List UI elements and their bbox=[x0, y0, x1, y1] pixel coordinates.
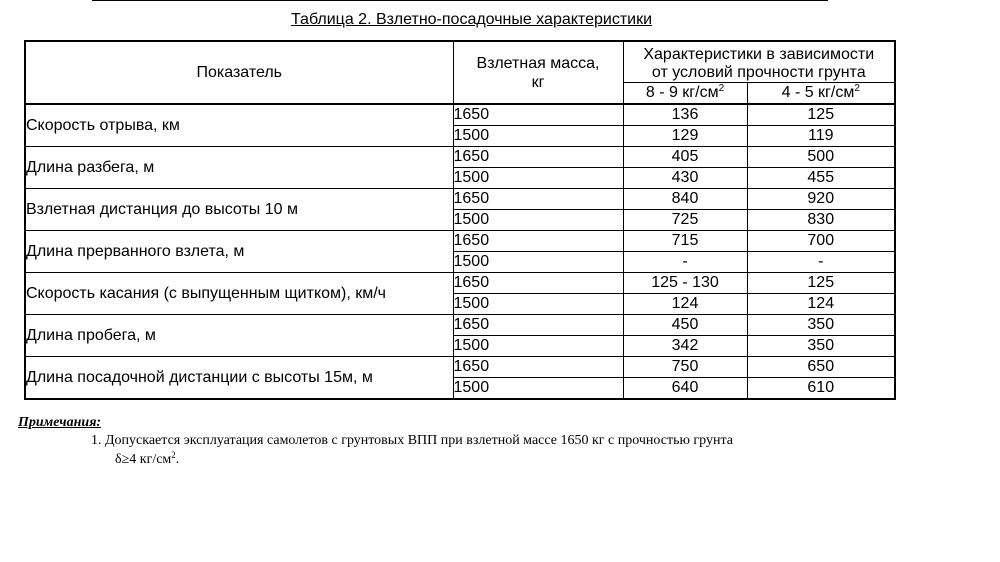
note-line-2-end: . bbox=[175, 452, 180, 467]
header-col1-sup: 2 bbox=[718, 83, 725, 94]
value-cell: 350 bbox=[747, 315, 895, 336]
row-param: Длина прерванного взлета, м bbox=[25, 231, 453, 273]
value-cell: 455 bbox=[747, 168, 895, 189]
note-line-2-text: δ≥4 кг/см bbox=[115, 452, 172, 467]
mass-cell: 1500 bbox=[453, 378, 623, 400]
value-cell: 342 bbox=[623, 336, 747, 357]
table-row bbox=[25, 189, 895, 210]
table-row bbox=[25, 315, 895, 336]
value-cell: 640 bbox=[623, 378, 747, 400]
header-param: Показатель bbox=[25, 41, 453, 104]
mass-cell: 1650 bbox=[453, 189, 623, 210]
header-mass bbox=[453, 41, 623, 104]
note-line-2-sup: 2 bbox=[171, 450, 176, 460]
row-param: Длина посадочной дистанции с высоты 15м, м bbox=[25, 357, 453, 400]
notes-title: Примечания: bbox=[18, 415, 102, 430]
value-cell: 125 bbox=[747, 104, 895, 126]
value-cell: 610 bbox=[747, 378, 895, 400]
value-cell: 700 bbox=[747, 231, 895, 252]
row-param: Взлетная дистанция до высоты 10 м bbox=[25, 189, 453, 231]
mass-cell: 1650 bbox=[453, 315, 623, 336]
header-col-8-9 bbox=[623, 83, 747, 105]
value-cell: 129 bbox=[623, 126, 747, 147]
mass-cell: 1500 bbox=[453, 168, 623, 189]
header-characteristics bbox=[623, 41, 895, 83]
mass-cell: 1500 bbox=[453, 126, 623, 147]
mass-cell: 1650 bbox=[453, 147, 623, 168]
value-cell: 650 bbox=[747, 357, 895, 378]
header-col2-text: 4 - 5 кг/см bbox=[781, 84, 855, 101]
row-param: Длина разбега, м bbox=[25, 147, 453, 189]
header-col2-sup: 2 bbox=[854, 83, 860, 94]
mass-cell: 1650 bbox=[453, 357, 623, 378]
caption-text: Таблица 2. Взлетно-посадочные характеристики bbox=[290, 11, 653, 28]
header-mass-line1: Взлетная масса, bbox=[476, 54, 600, 72]
top-rule bbox=[92, 0, 828, 1]
mass-cell: 1650 bbox=[453, 104, 623, 126]
table-row bbox=[25, 147, 895, 168]
note-line-1: 1. Допускается эксплуатация самолетов с грунтовых ВПП при взлетной массе 1650 кг с прочностью грунта bbox=[91, 433, 733, 448]
table-row bbox=[25, 273, 895, 294]
value-cell: 350 bbox=[747, 336, 895, 357]
value-cell: 124 bbox=[747, 294, 895, 315]
value-cell: 119 bbox=[747, 126, 895, 147]
value-cell: 136 bbox=[623, 104, 747, 126]
value-cell: 405 bbox=[623, 147, 747, 168]
note-line-2 bbox=[115, 452, 179, 468]
value-cell: - bbox=[747, 252, 895, 273]
mass-cell: 1500 bbox=[453, 294, 623, 315]
mass-cell: 1500 bbox=[453, 210, 623, 231]
header-mass-line2: кг bbox=[531, 73, 545, 91]
header-col1-text: 8 - 9 кг/см bbox=[645, 84, 719, 101]
table-row bbox=[25, 357, 895, 378]
value-cell: 750 bbox=[623, 357, 747, 378]
header-char-line2: от условий прочности грунта bbox=[651, 64, 866, 81]
value-cell: 725 bbox=[623, 210, 747, 231]
table-row bbox=[25, 104, 895, 126]
value-cell: 715 bbox=[623, 231, 747, 252]
header-col-4-5 bbox=[747, 83, 895, 105]
mass-cell: 1500 bbox=[453, 336, 623, 357]
value-cell: 125 - 130 bbox=[623, 273, 747, 294]
value-cell: 500 bbox=[747, 147, 895, 168]
value-cell: - bbox=[623, 252, 747, 273]
value-cell: 920 bbox=[747, 189, 895, 210]
takeoff-landing-table bbox=[24, 40, 896, 400]
value-cell: 125 bbox=[747, 273, 895, 294]
value-cell: 840 bbox=[623, 189, 747, 210]
row-param: Длина пробега, м bbox=[25, 315, 453, 357]
mass-cell: 1650 bbox=[453, 273, 623, 294]
value-cell: 830 bbox=[747, 210, 895, 231]
mass-cell: 1500 bbox=[453, 252, 623, 273]
mass-cell: 1650 bbox=[453, 231, 623, 252]
table-caption bbox=[0, 10, 943, 30]
row-param: Скорость касания (с выпущенным щитком), км/ч bbox=[25, 273, 453, 315]
row-param: Скорость отрыва, км bbox=[25, 104, 453, 147]
value-cell: 124 bbox=[623, 294, 747, 315]
value-cell: 430 bbox=[623, 168, 747, 189]
table-row bbox=[25, 231, 895, 252]
header-char-line1: Характеристики в зависимости bbox=[643, 46, 875, 63]
value-cell: 450 bbox=[623, 315, 747, 336]
